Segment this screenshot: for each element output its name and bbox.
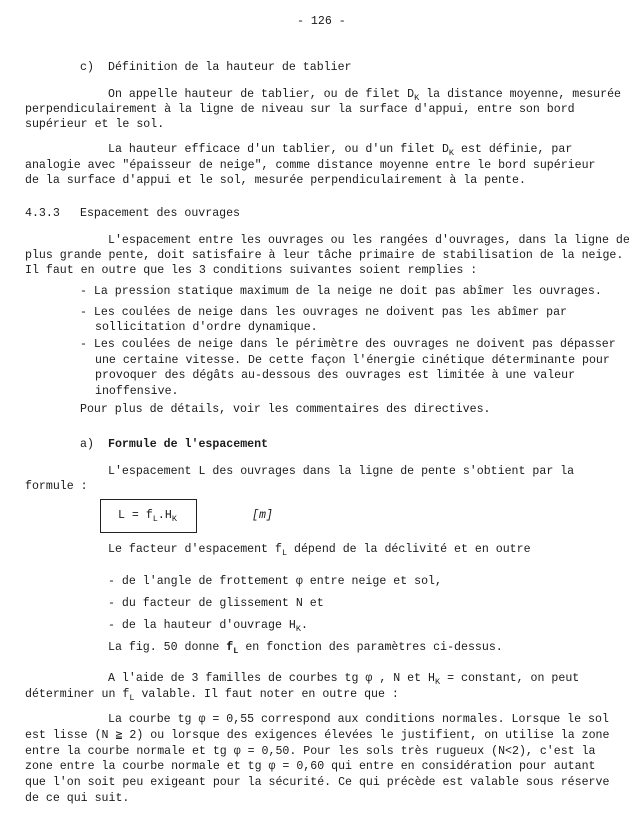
formula-unit: [m] bbox=[252, 509, 273, 522]
paragraph-line: de ce qui suit. bbox=[25, 792, 130, 805]
paragraph-line: A l'aide de 3 familles de courbes tg φ , N et $H_K$ = constant, on peut bbox=[108, 672, 580, 687]
paragraph-line: Le facteur d'espacement $f_L$ dépend de la déclivité et en outre bbox=[108, 543, 531, 558]
paragraph-line: La fig. 50 donne $f_L$ en fonction des paramètres ci-dessus. bbox=[108, 641, 503, 656]
section-433-number: 4.3.3 bbox=[25, 207, 60, 220]
bullet-item-cont: sollicitation d'ordre dynamique. bbox=[95, 321, 318, 334]
bullet-item-cont: inoffensive. bbox=[95, 385, 179, 398]
section-433-title: Espacement des ouvrages bbox=[80, 207, 241, 220]
paragraph-line: La courbe tg φ = 0,55 correspond aux conditions normales. Lorsque le sol bbox=[108, 713, 609, 726]
paragraph-line: analogie avec "épaisseur de neige", comme distance moyenne entre le bord supérieur bbox=[25, 159, 596, 172]
list-item: - du facteur de glissement N et bbox=[108, 597, 324, 610]
formula: $L = f_L.H_K$ bbox=[118, 509, 177, 524]
paragraph-line: L'espacement L des ouvrages dans la ligne de pente s'obtient par la bbox=[108, 465, 575, 478]
bullet-item: - La pression statique maximum de la neige ne doit pas abîmer les ouvrages. bbox=[80, 285, 602, 298]
paragraph-line: L'espacement entre les ouvrages ou les rangées d'ouvrages, dans la ligne de bbox=[108, 234, 630, 247]
paragraph-line: que l'on soit peu exigeant pour la sécurité. Ce qui précède est valable sous réserve bbox=[25, 776, 610, 789]
bullet-item-cont: une certaine vitesse. De cette façon l'énergie cinétique déterminante pour bbox=[95, 354, 610, 367]
paragraph-line: plus grande pente, doit satisfaire à leur tâche primaire de stabilisation de la neige. bbox=[25, 249, 624, 262]
section-a-title: Formule de l'espacement bbox=[108, 438, 269, 451]
bullet-item-cont: provoquer des dégâts au-dessous des ouvrages est limitée à une valeur bbox=[95, 369, 576, 382]
paragraph-line: supérieur et le sol. bbox=[25, 118, 165, 131]
list-item: - de l'angle de frottement φ entre neige et sol, bbox=[108, 575, 442, 588]
paragraph-line: Il faut en outre que les 3 conditions suivantes soient remplies : bbox=[25, 264, 478, 277]
paragraph-line: est lisse (N ≧ 2) ou lorsque des exigences élevées le justifient, on utilise la zone bbox=[25, 729, 610, 742]
paragraph-line: La hauteur efficace d'un tablier, ou d'un filet $D_K$ est définie, par bbox=[108, 143, 573, 158]
paragraph-line: zone entre la courbe normale et tg φ = 0,60 qui entre en considération pour autant bbox=[25, 760, 596, 773]
section-a-label: a) bbox=[80, 438, 94, 451]
section-c-title: Définition de la hauteur de tablier bbox=[108, 61, 352, 74]
paragraph-line: formule : bbox=[25, 480, 88, 493]
paragraph-line: de la surface d'appui et le sol, mesurée perpendiculairement à la pente. bbox=[25, 174, 526, 187]
bullet-item: - Les coulées de neige dans le périmètre des ouvrages ne doivent pas dépasser bbox=[80, 338, 616, 351]
page-number: - 126 - bbox=[297, 15, 346, 28]
paragraph-line: perpendiculairement à la ligne de niveau sur la surface d'appui, entre son bord bbox=[25, 103, 575, 116]
paragraph-line: On appelle hauteur de tablier, ou de filet $D_K$ la distance moyenne, mesurée bbox=[108, 88, 621, 103]
paragraph-line: déterminer un $f_L$ valable. Il faut noter en outre que : bbox=[25, 688, 399, 703]
list-item: - de la hauteur d'ouvrage $H_K$. bbox=[108, 619, 308, 634]
paragraph-line: Pour plus de détails, voir les commentaires des directives. bbox=[80, 403, 491, 416]
paragraph-line: entre la courbe normale et tg φ = 0,50. Pour les sols très rugueux (N<2), c'est la bbox=[25, 745, 596, 758]
section-c-label: c) bbox=[80, 61, 94, 74]
bullet-item: - Les coulées de neige dans les ouvrages ne doivent pas les abîmer par bbox=[80, 306, 568, 319]
